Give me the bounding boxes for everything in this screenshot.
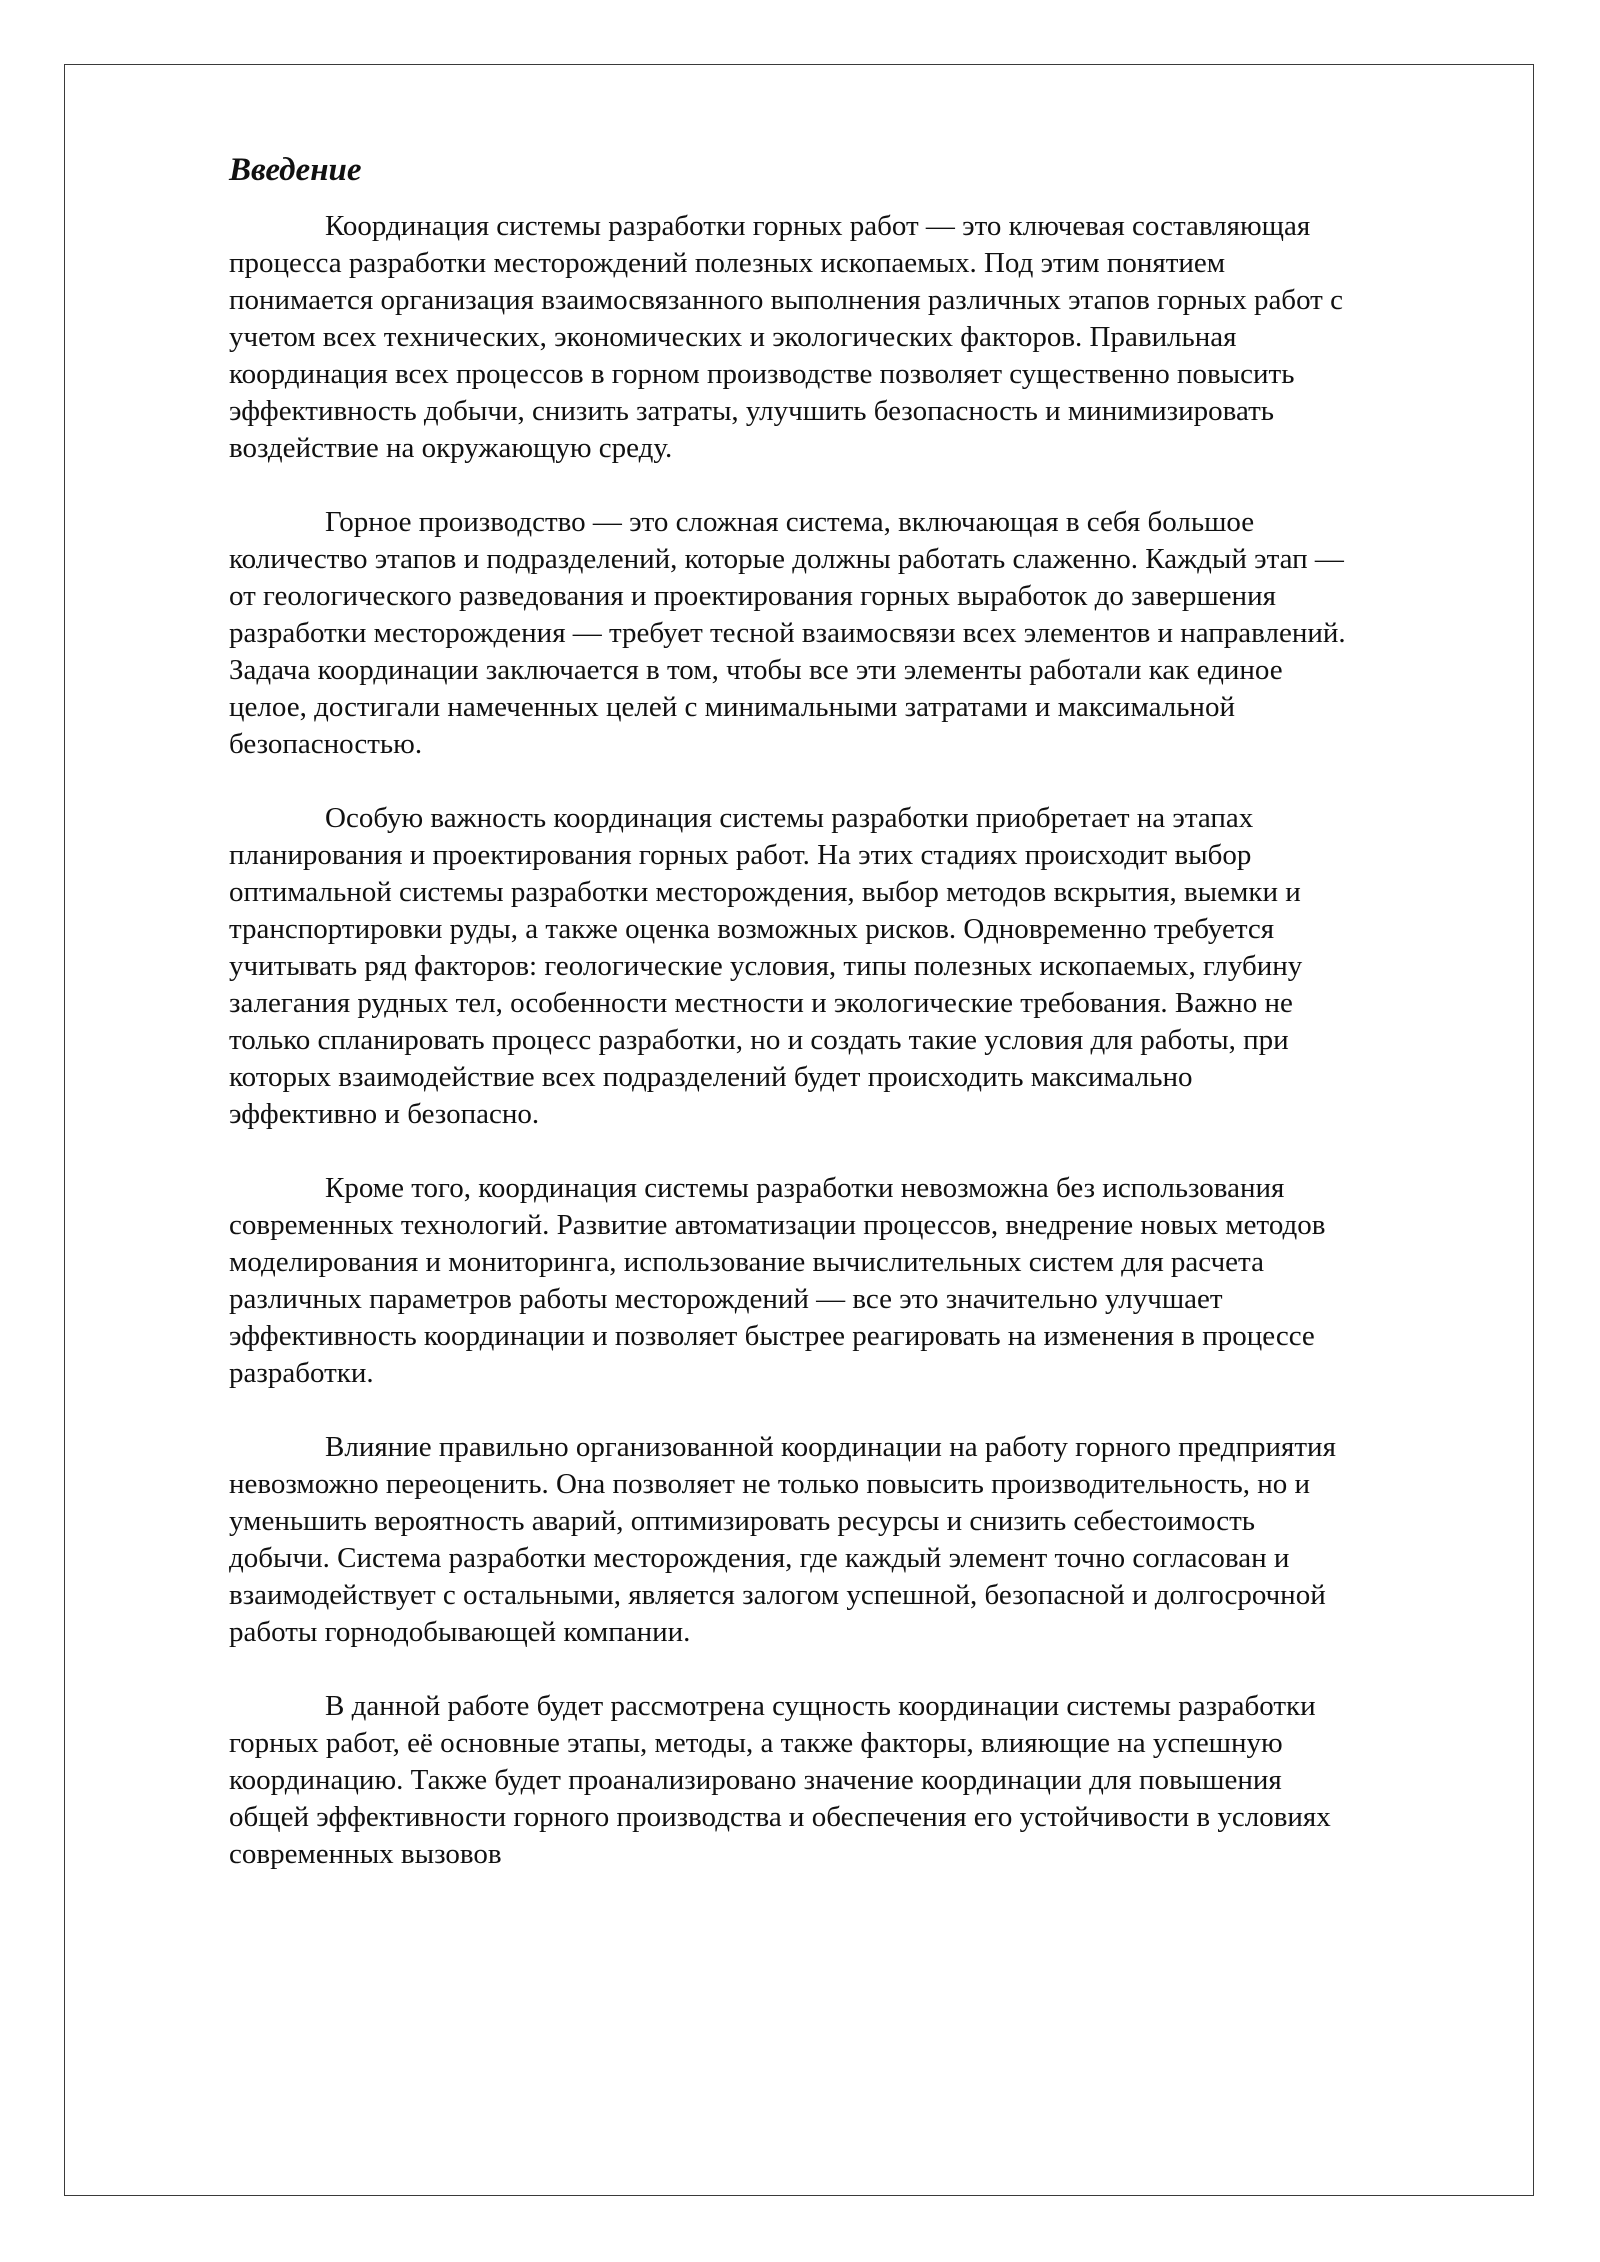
paragraph-line: которых взаимодействие всех подразделений будет происходить максимально xyxy=(229,1061,1193,1093)
paragraph-line: эффективность координации и позволяет быстрее реагировать на изменения в процессе xyxy=(229,1320,1315,1352)
paragraph-line: безопасностью. xyxy=(229,728,423,760)
paragraph-line: понимается организация взаимосвязанного выполнения различных этапов горных работ с xyxy=(229,284,1343,316)
paragraph xyxy=(229,1170,1479,1392)
paragraph-line: современных технологий. Развитие автоматизации процессов, внедрение новых методов xyxy=(229,1209,1326,1241)
paragraph-line: транспортировки руды, а также оценка возможных рисков. Одновременно требуется xyxy=(229,913,1275,945)
paragraph-line: невозможно переоценить. Она позволяет не только повысить производительность, но и xyxy=(229,1468,1311,1500)
paragraph-line: от геологического разведования и проектирования горных выработок до завершения xyxy=(229,580,1276,612)
paragraph-line: современных вызовов xyxy=(229,1838,502,1870)
paragraph-line: Особую важность координация системы разработки приобретает на этапах xyxy=(325,802,1254,834)
paragraph-line: оптимальной системы разработки месторождения, выбор методов вскрытия, выемки и xyxy=(229,876,1301,908)
paragraph-line: количество этапов и подразделений, которые должны работать слаженно. Каждый этап — xyxy=(229,543,1344,575)
paragraph-line: учетом всех технических, экономических и экологических факторов. Правильная xyxy=(229,321,1237,353)
paragraph xyxy=(229,1429,1479,1651)
paragraph-line: процесса разработки месторождений полезных ископаемых. Под этим понятием xyxy=(229,247,1226,279)
paragraph xyxy=(229,1688,1479,1873)
paragraph-line: Задача координации заключается в том, чтобы все эти элементы работали как единое xyxy=(229,654,1283,686)
paragraph-line: координация всех процессов в горном производстве позволяет существенно повысить xyxy=(229,358,1295,390)
paragraph-line: добычи. Система разработки месторождения, где каждый элемент точно согласован и xyxy=(229,1542,1290,1574)
document-body xyxy=(229,150,1479,1910)
paragraph-line: Горное производство — это сложная система, включающая в себя большое xyxy=(325,506,1255,538)
paragraph xyxy=(229,504,1479,763)
paragraph-line: взаимодействует с остальными, является залогом успешной, безопасной и долгосрочной xyxy=(229,1579,1326,1611)
paragraph-line: залегания рудных тел, особенности местности и экологические требования. Важно не xyxy=(229,987,1293,1019)
paragraph-line: учитывать ряд факторов: геологические условия, типы полезных ископаемых, глубину xyxy=(229,950,1303,982)
paragraph-line: различных параметров работы месторождений — все это значительно улучшает xyxy=(229,1283,1223,1315)
section-heading: Введение xyxy=(229,152,362,188)
paragraph-line: уменьшить вероятность аварий, оптимизировать ресурсы и снизить себестоимость xyxy=(229,1505,1256,1537)
paragraph-line: Кроме того, координация системы разработки невозможна без использования xyxy=(325,1172,1285,1204)
paragraph-line: общей эффективности горного производства и обеспечения его устойчивости в условиях xyxy=(229,1801,1331,1833)
paragraph-line: горных работ, её основные этапы, методы, а также факторы, влияющие на успешную xyxy=(229,1727,1283,1759)
paragraph-line: работы горнодобывающей компании. xyxy=(229,1616,691,1648)
paragraph-list xyxy=(229,208,1479,1873)
paragraph-line: воздействие на окружающую среду. xyxy=(229,432,673,464)
paragraph xyxy=(229,208,1479,467)
paragraph-line: только спланировать процесс разработки, но и создать такие условия для работы, при xyxy=(229,1024,1289,1056)
paragraph-line: целое, достигали намеченных целей с минимальными затратами и максимальной xyxy=(229,691,1235,723)
paragraph-line: разработки месторождения — требует тесной взаимосвязи всех элементов и направлений. xyxy=(229,617,1346,649)
paragraph-line: разработки. xyxy=(229,1357,374,1389)
paragraph-line: Влияние правильно организованной координации на работу горного предприятия xyxy=(325,1431,1336,1463)
paragraph-line: эффективно и безопасно. xyxy=(229,1098,540,1130)
paragraph-line: координацию. Также будет проанализировано значение координации для повышения xyxy=(229,1764,1282,1796)
paragraph-line: В данной работе будет рассмотрена сущность координации системы разработки xyxy=(325,1690,1316,1722)
paragraph-line: Координация системы разработки горных работ — это ключевая составляющая xyxy=(325,210,1311,242)
paragraph-line: моделирования и мониторинга, использование вычислительных систем для расчета xyxy=(229,1246,1264,1278)
paragraph-line: планирования и проектирования горных работ. На этих стадиях происходит выбор xyxy=(229,839,1252,871)
paragraph xyxy=(229,800,1479,1133)
paragraph-line: эффективность добычи, снизить затраты, улучшить безопасность и минимизировать xyxy=(229,395,1274,427)
